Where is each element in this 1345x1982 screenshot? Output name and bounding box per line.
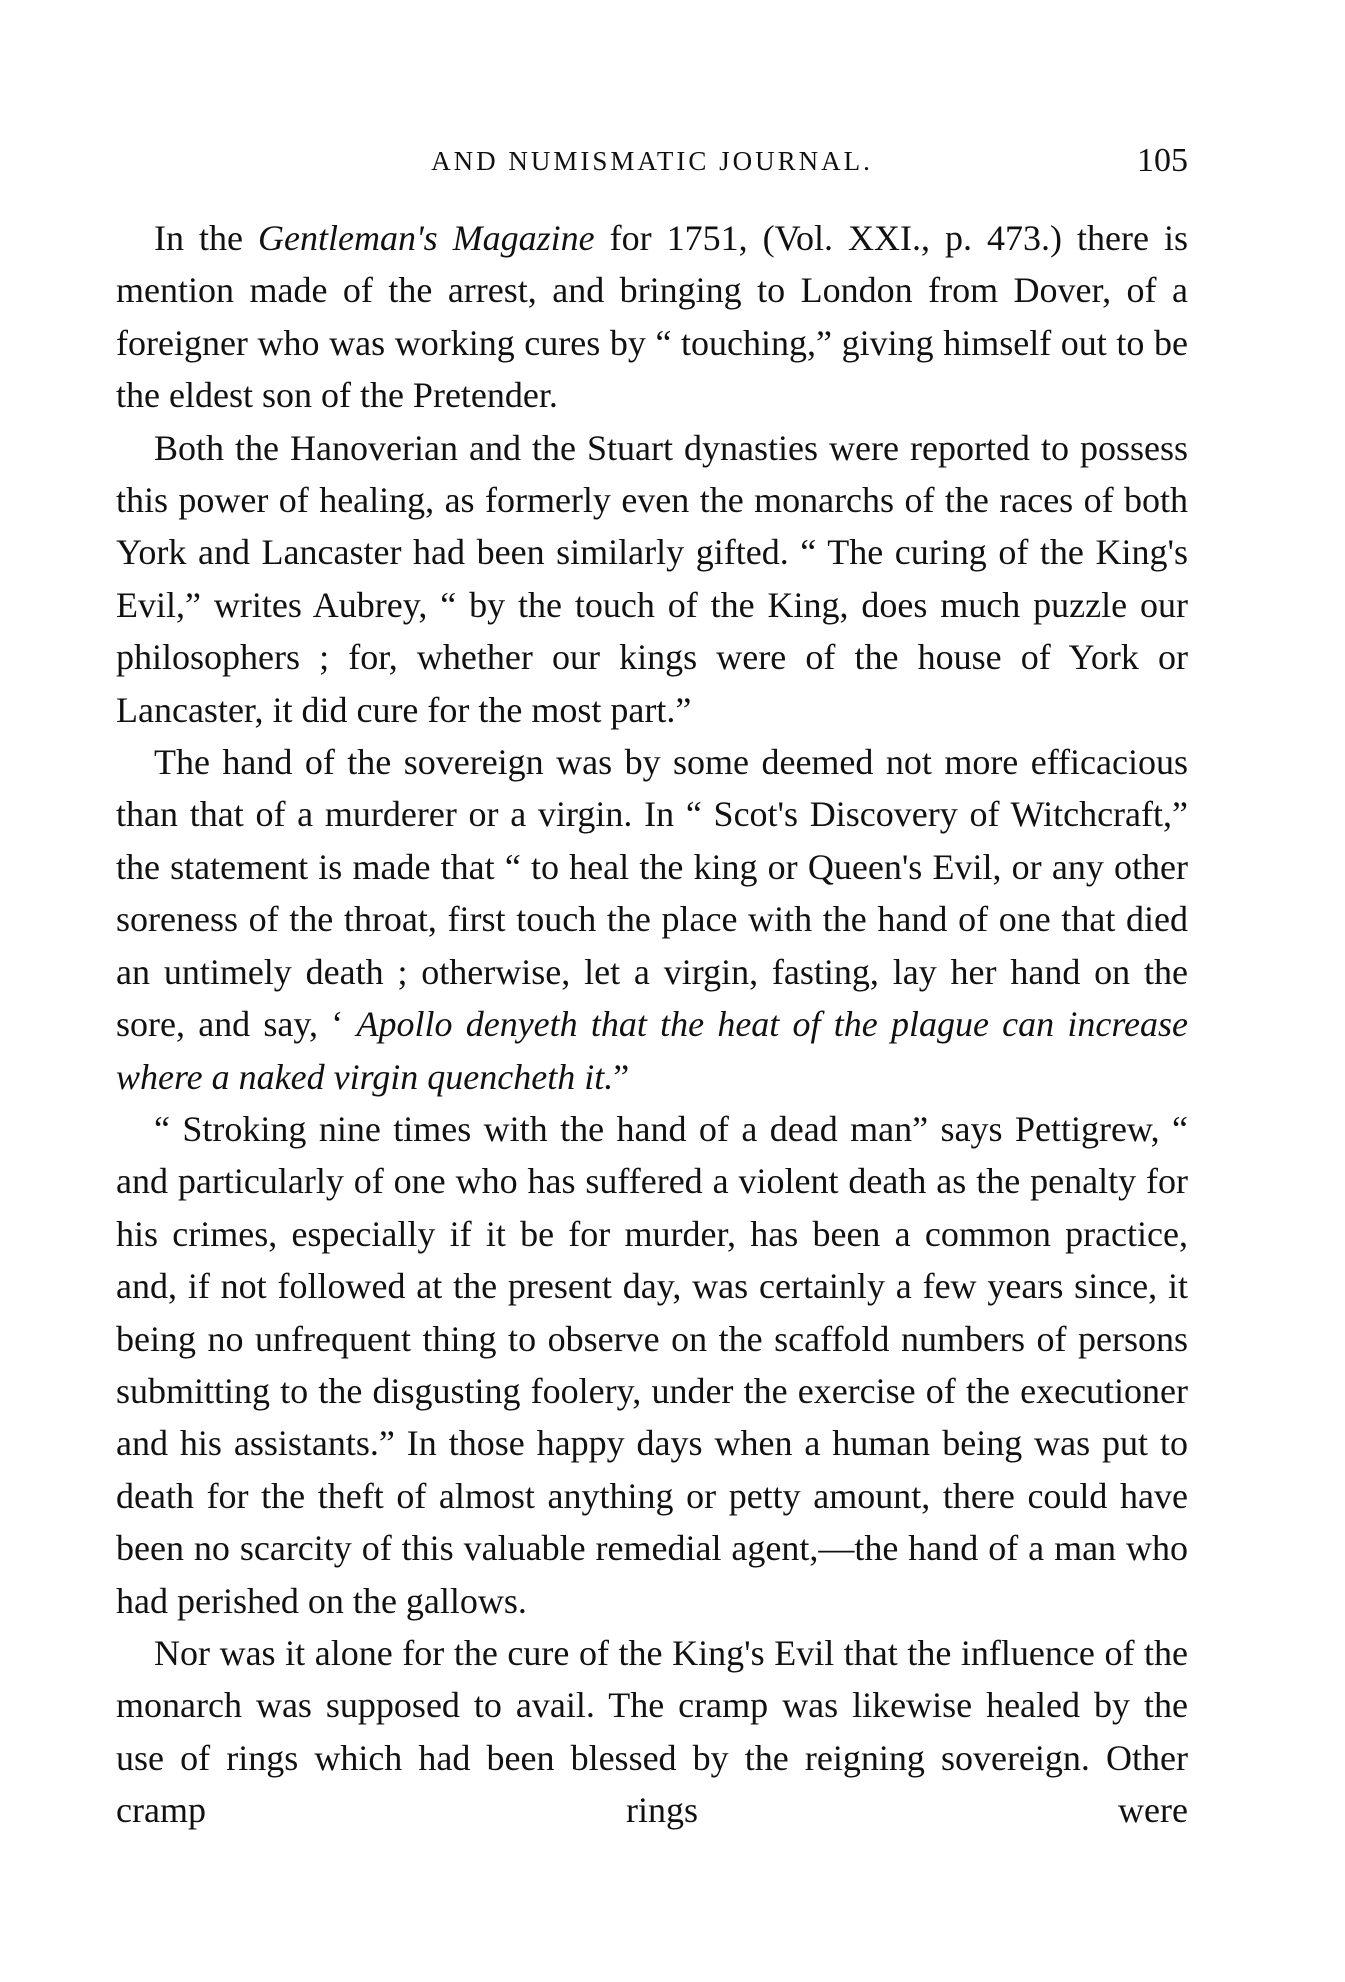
closing-quote: ” <box>613 1056 630 1097</box>
paragraph-cramp-rings: Nor was it alone for the cure of the King's Evil that the influence of the monarch was supposed to avail. The cramp was likewise healed by the use of rings which had been blessed by the reigning sovereign. Other cramp rings were <box>116 1632 1188 1831</box>
running-head <box>116 142 1188 186</box>
italic-quotation: Apollo denyeth that the heat of the plague can increase where a naked virgin quencheth it. <box>116 1004 1188 1097</box>
page-number: 105 <box>1137 142 1188 179</box>
paragraph-lead-text: The hand of the sovereign was by some deemed not more efficacious than that of a murderer or a virgin. In “ Scot's Discovery of Witchcraft,” the statement is made that “ to heal the king or Queen's Evil, or any other soreness of the throat, first touch the place with the hand of one that died an untimely death ; otherwise, let a virgin, fasting, lay her hand on the sore, and say, ‘ <box>116 742 1188 1045</box>
italic-title: Gentleman's Magazine <box>258 218 595 258</box>
paragraph-dynasties: Both the Hanoverian and the Stuart dynasties were reported to possess this power of healing, as formerly even the monarchs of the races of both York and Lancaster had been similarly gifted. “ The curing of the King's Evil,” writes Aubrey, “ by the touch of the King, does much puzzle our philosophers ; for, whether our kings were of the house of York or Lancaster, it did cure for the most part.” <box>116 427 1188 730</box>
body-text <box>116 212 1188 1837</box>
running-title: AND NUMISMATIC JOURNAL. <box>431 146 873 176</box>
paragraph-sovereign-hand <box>116 736 1188 1103</box>
paragraph-lead-text: In the <box>154 218 258 258</box>
paragraph-pettigrew: “ Stroking nine times with the hand of a dead man” says Pettigrew, “ and particularly of one who has suffered a violent death as the penalty for his crimes, especially if it be for murder, has been a common practice, and, if not followed at the present day, was certainly a few years since, it being no unfrequent thing to observe on the scaffold numbers of persons submitting to the disgusting foolery, under the exercise of the executioner and his assistants.” In those happy days when a human being was put to death for the theft of almost anything or petty amount, there could have been no scarcity of this valuable remedial agent,—the hand of a man who had perished on the gallows. <box>116 1108 1188 1621</box>
paragraph-gentlemans-magazine <box>116 212 1188 422</box>
paragraph-text: for 1751, (Vol. XXI., p. 473.) there is mention made of the arrest, and bringing to London from Dover, of a foreigner who was working cures by “ touching,” giving himself out to be the eldest son of the Pretender. <box>116 218 1188 416</box>
